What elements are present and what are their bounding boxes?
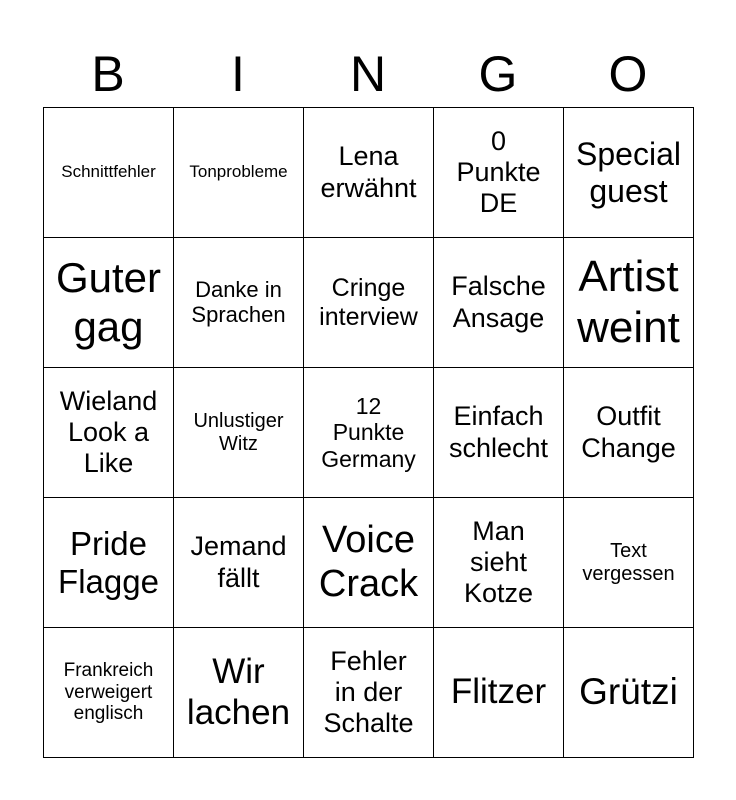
bingo-cell[interactable] — [434, 628, 564, 758]
bingo-cell[interactable] — [174, 498, 304, 628]
bingo-cell-label: 0 Punkte DE — [456, 125, 541, 219]
bingo-cell-label: Unlustiger Witz — [193, 409, 284, 455]
bingo-cell[interactable] — [564, 238, 694, 368]
bingo-cell[interactable] — [174, 368, 304, 498]
bingo-cell[interactable] — [304, 368, 434, 498]
bingo-cell-label: Lena erwähnt — [320, 141, 417, 203]
bingo-cell-label: Frankreich verweigert englisch — [63, 659, 154, 725]
bingo-cell-label: Fehler in der Schalte — [323, 645, 414, 739]
bingo-cell-label: Einfach schlecht — [448, 401, 549, 463]
bingo-cell[interactable] — [44, 108, 174, 238]
bingo-cell-label: Danke in Sprachen — [191, 277, 286, 328]
bingo-cell-label: 12 Punkte Germany — [321, 392, 416, 472]
header-letter-n: N — [349, 46, 387, 102]
bingo-cell[interactable] — [564, 108, 694, 238]
header-letter-b: B — [91, 46, 125, 102]
bingo-cell[interactable] — [44, 368, 174, 498]
bingo-row — [44, 368, 694, 498]
bingo-cell-label: Artist weint — [577, 251, 680, 352]
bingo-cell-label: Wieland Look a Like — [59, 385, 158, 479]
bingo-cell[interactable] — [304, 108, 434, 238]
bingo-cell-label: Falsche Ansage — [451, 271, 546, 333]
bingo-cell-label: Special guest — [576, 135, 681, 209]
bingo-header — [43, 40, 693, 108]
header-letter-g: G — [478, 46, 518, 102]
bingo-cell-label: Grützi — [579, 671, 678, 713]
bingo-cell-label: Wir lachen — [186, 652, 291, 732]
bingo-cell[interactable] — [434, 238, 564, 368]
bingo-cell-label: Jemand fällt — [190, 531, 287, 593]
bingo-cell-label: Text vergessen — [582, 539, 675, 585]
bingo-cell[interactable] — [304, 498, 434, 628]
bingo-cell[interactable] — [434, 498, 564, 628]
bingo-cell[interactable] — [44, 628, 174, 758]
header-letter-i: I — [231, 46, 245, 102]
bingo-cell[interactable] — [304, 628, 434, 758]
bingo-row — [44, 108, 694, 238]
bingo-cell-label: Outfit Change — [581, 401, 676, 463]
bingo-cell-label: Tonprobleme — [189, 162, 288, 182]
bingo-cell[interactable] — [304, 238, 434, 368]
bingo-cell[interactable] — [564, 498, 694, 628]
bingo-cell[interactable] — [174, 108, 304, 238]
bingo-cell-label: Schnittfehler — [61, 162, 156, 182]
bingo-cell[interactable] — [434, 108, 564, 238]
bingo-cell[interactable] — [174, 238, 304, 368]
header-letter-o: O — [608, 46, 648, 102]
bingo-cell-label: Flitzer — [450, 672, 547, 712]
bingo-row — [44, 238, 694, 368]
bingo-cell-label: Voice Crack — [318, 518, 419, 605]
bingo-card-grid — [43, 107, 694, 758]
bingo-cell[interactable] — [44, 498, 174, 628]
bingo-row — [44, 628, 694, 758]
bingo-cell[interactable] — [434, 368, 564, 498]
bingo-cell-label: Pride Flagge — [58, 524, 159, 600]
bingo-row — [44, 498, 694, 628]
bingo-cell-label: Man sieht Kotze — [463, 515, 534, 609]
bingo-cell-label: Cringe interview — [319, 273, 418, 331]
bingo-cell[interactable] — [564, 628, 694, 758]
bingo-cell[interactable] — [564, 368, 694, 498]
bingo-cell[interactable] — [174, 628, 304, 758]
bingo-cell[interactable] — [44, 238, 174, 368]
bingo-cell-label: Guter gag — [55, 254, 162, 350]
